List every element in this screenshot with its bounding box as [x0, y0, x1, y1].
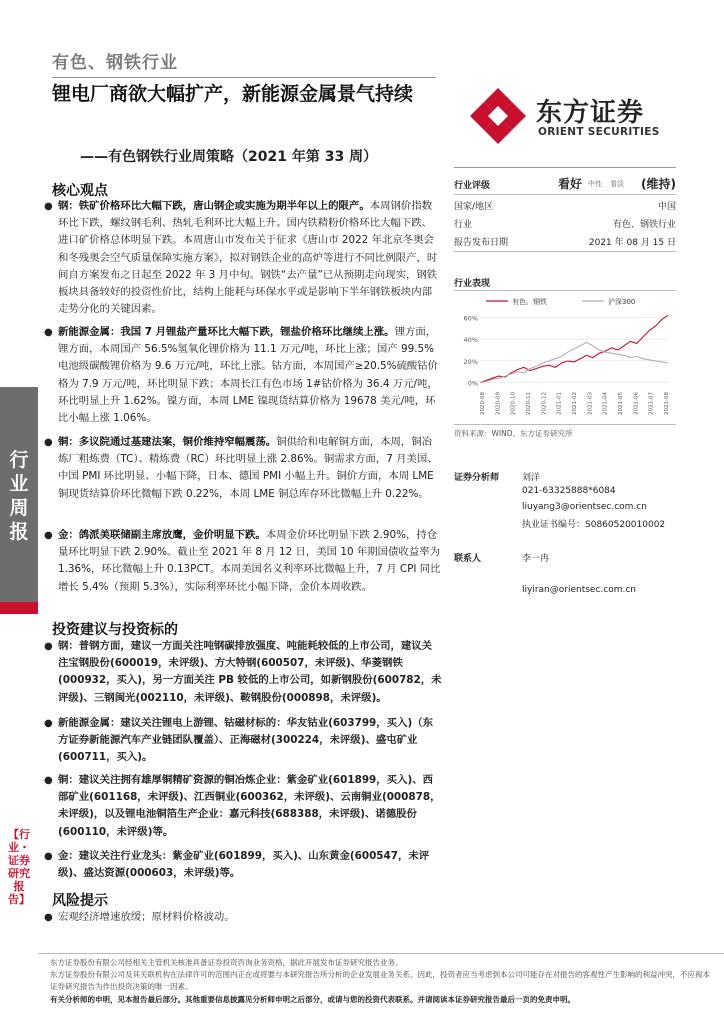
- series-line-csi300: [480, 342, 668, 382]
- x-tick-label: 2021-08: [664, 392, 670, 415]
- bullet-icon: ●: [44, 912, 53, 923]
- info-row: [454, 217, 676, 233]
- invest-item-copper: [44, 772, 442, 841]
- invest-heading: 投资建议与投资标的: [52, 622, 178, 638]
- contact-name: 李一冉: [522, 554, 550, 564]
- info-key: 报告发布日期: [454, 238, 509, 248]
- bullet-icon: ●: [44, 718, 53, 729]
- analyst-label: 证券分析师: [454, 473, 500, 483]
- footer-disclaimer-3: 有关分析师的申明，见本报告最后部分。其他重要信息披露见分析师申明之后部分，或请与您的投资代表联系。并请阅读本证券研究报告最后一页的免责申明。: [50, 995, 575, 1004]
- x-tick-label: 2021-06: [633, 392, 640, 415]
- analyst-name: 刘洋: [522, 473, 541, 483]
- info-value: 有色、钢铁行业: [612, 220, 676, 230]
- divider: [454, 290, 676, 291]
- analyst-cert: 执业证书编号：S0860520010002: [522, 520, 666, 530]
- core-item-text: 本周金价环比明显下跌 2.90%，持仓量环比明显下跌 2.90%。截止至 2021 年 8 月 12 日，美国 10 年期国债收益率为 1.36%，环比微幅上升 0.13PCT。本周美国名义利率环比微幅上升，7 月 CPI 同比增长 5.4%（预期 5.3%），实际利率环比小幅下降，金价本周收跌。: [58, 529, 441, 593]
- divider: [454, 424, 676, 425]
- logo-cn-text: 东方证券: [536, 98, 645, 128]
- orient-logo-icon: [468, 86, 528, 146]
- footer-divider: [38, 953, 724, 954]
- x-tick-label: 2021-07: [648, 392, 655, 415]
- x-tick-label: 2020-11: [526, 392, 532, 415]
- divider: [454, 251, 676, 252]
- invest-item-text: 铜：建议关注拥有雄厚铜精矿资源的铜冶炼企业：紫金矿业(601899，买入)、西部矿业(601168，未评级)、江西铜业(600362，未评级)、云南铜业(000878，未评级)，以及锂电池铜箔生产企业：嘉元科技(688388，未评级)、诺德股份(600110，未评级)等。: [58, 774, 441, 838]
- info-value: 中国: [657, 202, 676, 212]
- chart-source: 资料来源：WIND、东方证券研究所: [454, 429, 573, 438]
- invest-item-gold: [44, 848, 442, 882]
- report-category-vertical: 【行业・证券研究报告】: [8, 828, 30, 906]
- divider: [454, 167, 676, 168]
- core-item-bold: 钢：铁矿价格环比大幅下跌，唐山钢企或实施为期半年以上的限产。: [58, 200, 370, 212]
- core-item-text: 锂方面，锂方面，本周国产 56.5%氢氧化锂价格为 11.1 万元/吨，环比上涨；国产 99.5%电池级碳酸锂价格为 9.6 万元/吨，环比上涨。钴方面，本周国产≥20.5%硫酸钴价格为 7.9 万元/吨，环比明显下跌；本周长江有色市场 1#钴价格为 36.4 万元/吨，环比明显上升 1.62%。镍方面，本周 LME 镍现货结算价格为 19678 美元/吨，环比小幅上涨 1.06%。: [58, 326, 439, 425]
- footer-disclaimer-1: 东方证券股份有限公司经相关主管机关核准具备证券投资咨询业务资格，据此开展发布证券研究报告业务。: [50, 958, 403, 967]
- core-item-text: 本周钢价指数环比下跌，螺纹钢毛利、热轧毛利环比大幅上升。国内铁精粉价格环比大幅下跌、进口矿价格总体明显下跌。本周唐山市发布关于征求《唐山市 2022 年北京冬奥会和冬残奥会空气质量保障实施方案》，拟对钢铁企业的高炉等进行不同比例限产，时间自方案发布之日起至 2022 年 3 月中旬。钢铁“去产量”已从预期走向现实，钢铁板块具备较好的投资性价比，结构上能耗与环保水平或是影响下半年钢铁板块内部走势分化的关键因素。: [58, 200, 438, 316]
- info-value: 2021 年 08 月 15 日: [588, 238, 676, 248]
- risk-heading: 风险提示: [52, 893, 108, 909]
- invest-item-text: 新能源金属：建议关注锂电上游锂、钴磁材标的：华友钴业(603799，买入)（东方证券新能源汽车产业链团队覆盖）、正海磁材(300224，未评级)、盛屯矿业(600711，买入)。: [58, 717, 433, 764]
- chart-title: 行业表现: [454, 279, 491, 289]
- x-tick-label: 2021-04: [602, 392, 609, 415]
- invest-item-text: 钢：普钢方面，建议一方面关注吨钢碳排放强度、吨能耗较低的上市公司，建议关注宝钢股份(600019，未评级)、方大特钢(600507，未评级)、华菱钢铁(000932，买入)，另一方面关注 PB 较低的上市公司，如新钢股份(600782，未评级)、三钢闽光(002110，未评级)、鞍钢股份(000898，未评级)。: [58, 640, 442, 704]
- footer-disclaimer-2: 东方证券股份有限公司及其关联机构在法律许可的范围内正在或将要与本研究报告所分析的企业发展业务关系。因此，投资者应当考虑到本公司可能存在对报告的客观性产生影响的利益冲突，不应视本证券研究报告为作出投资决策的唯一因素。: [50, 970, 710, 991]
- x-tick-label: 2021-05: [618, 392, 624, 415]
- info-key: 国家/地区: [454, 202, 494, 212]
- bullet-icon: ●: [44, 201, 53, 212]
- y-tick-label: 60%: [463, 314, 478, 323]
- legend-label: 沪深300: [608, 298, 636, 306]
- x-tick-label: 2020-10: [510, 392, 517, 415]
- risk-item: [44, 909, 442, 926]
- bullet-icon: ●: [44, 530, 53, 541]
- divider: [454, 194, 676, 195]
- core-heading: 核心观点: [52, 183, 108, 199]
- sidebar-red-strip: [0, 602, 38, 614]
- contact-label: 联系人: [454, 554, 482, 564]
- core-item-bold: 金：鸽派美联储副主席放鹰，金价明显下跌。: [58, 529, 266, 541]
- analyst-phone: 021-63325888*6084: [522, 486, 616, 496]
- risk-item-text: 宏观经济增速放缓；原材料价格波动。: [58, 911, 235, 923]
- legend-label: 有色、钢铁: [512, 298, 547, 306]
- y-tick-label: 40%: [463, 336, 478, 345]
- bullet-icon: ●: [44, 437, 53, 448]
- rating-label: 行业评级: [454, 181, 491, 191]
- y-tick-label: 0%: [467, 379, 478, 388]
- page-title: 锂电厂商欲大幅扩产，新能源金属景气持续: [52, 83, 414, 105]
- core-item-text: 铜供给和电解铜方面，本周，铜冶炼厂粗炼费（TC）、精炼费（RC）环比明显上涨 2.86%。铜需求方面，7 月美国、中国 PMI 环比明显、小幅下降，日本、德国 PMI 小幅上升。铜价方面，本周 LME 铜现货结算价环比微幅下跌 0.22%，本周 LME 铜总库存环比微幅上升 0.22%。: [58, 436, 438, 500]
- rating-value: 看好: [558, 177, 583, 191]
- y-tick-label: 20%: [463, 357, 478, 366]
- rating-row: [454, 176, 676, 192]
- invest-item-nev: [44, 715, 442, 767]
- info-row: [454, 199, 676, 215]
- left-sidebar: [0, 0, 38, 1024]
- x-tick-label: 2021-03: [587, 392, 594, 415]
- invest-item-text: 金：建议关注行业龙头：紫金矿业(601899，买入)、山东黄金(600547，未评级)、盛达资源(000603，未评级)等。: [58, 850, 430, 880]
- rating-option-bearish: 看淡: [610, 180, 624, 188]
- invest-item-steel: [44, 638, 442, 707]
- divider: [52, 77, 436, 78]
- rating-keep: (维持): [641, 177, 676, 191]
- core-item-copper: [44, 434, 442, 503]
- core-item-bold: 新能源金属：我国 7 月锂盐产量环比大幅下跌，锂盐价格环比继续上涨。: [58, 326, 395, 338]
- x-tick-label: 2020-08: [480, 392, 486, 415]
- x-tick-label: 2021-02: [572, 392, 578, 415]
- contact-email[interactable]: liyiran@orientsec.com.cn: [522, 585, 636, 595]
- x-tick-label: 2021-01: [556, 392, 563, 415]
- page-subtitle: ——有色钢铁行业周策略（2021 年第 33 周）: [80, 149, 378, 165]
- core-item-gold: [44, 527, 442, 596]
- logo-en-text: ORIENT SECURITIES: [538, 126, 660, 138]
- core-item-nev-metal: [44, 324, 442, 427]
- core-item-bold: 铜：多议院通过基建法案，铜价维持窄幅震荡。: [58, 436, 277, 448]
- x-tick-label: 2020-09: [495, 392, 502, 415]
- bullet-icon: ●: [44, 775, 53, 786]
- info-key: 行业: [454, 220, 473, 230]
- bullet-icon: ●: [44, 327, 53, 338]
- sector-label: 有色、钢铁行业: [52, 53, 178, 73]
- company-logo: [468, 86, 678, 146]
- analyst-email[interactable]: liuyang3@orientsec.com.cn: [522, 502, 647, 512]
- report-type-vertical: 行业周报: [9, 449, 29, 543]
- bullet-icon: ●: [44, 641, 53, 652]
- x-tick-label: 2020-12: [541, 392, 548, 415]
- core-item-steel: [44, 198, 442, 318]
- industry-performance-chart: [454, 292, 676, 422]
- rating-option-neutral: 中性: [588, 180, 602, 188]
- bullet-icon: ●: [44, 851, 53, 862]
- info-row: [454, 235, 676, 251]
